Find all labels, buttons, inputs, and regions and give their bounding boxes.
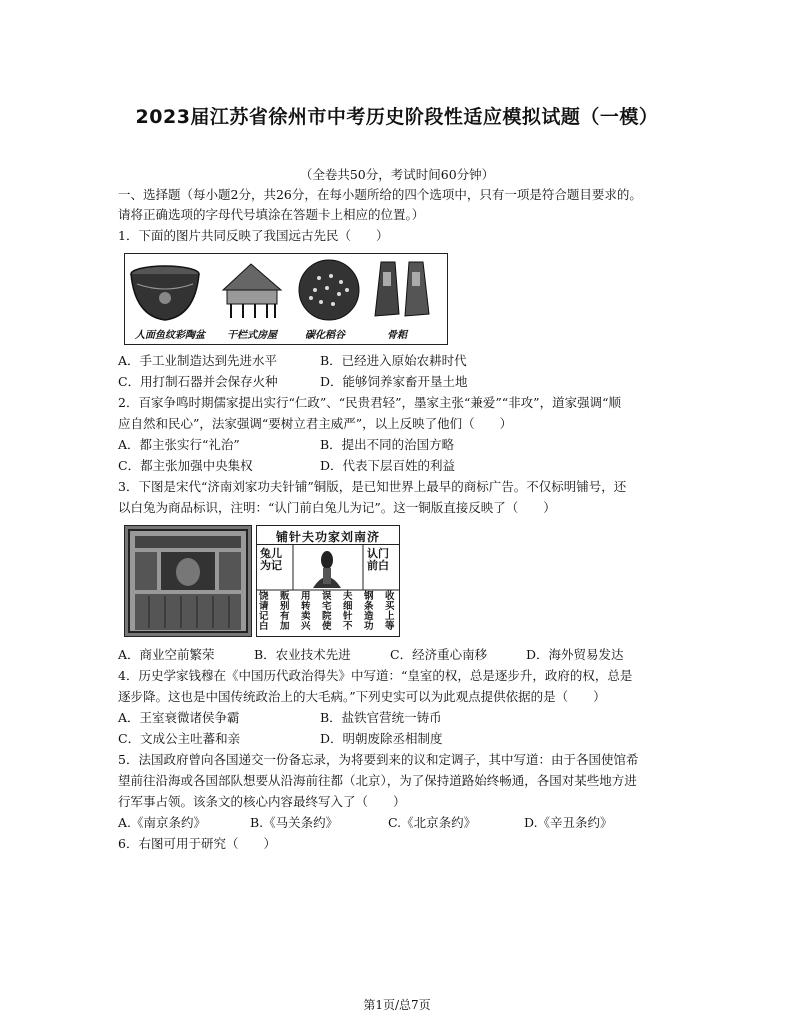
q3-stem-line2: 以白兔为商品标识，注明：“认门前白兔儿为记”。这一铜版直接反映了（ ）	[118, 500, 556, 515]
q2-option-b[interactable]: B．提出不同的治国方略	[320, 437, 455, 452]
bone-spade-image	[375, 262, 429, 316]
q4-stem-line2: 逐步降。这也是中国传统政治上的大毛病。”下列史实可以为此观点提供依据的是（ ）	[118, 689, 606, 704]
plate-col: 收买上等	[385, 591, 395, 632]
caption-pottery-basin: 人面鱼纹彩陶盆	[135, 330, 205, 341]
q3-option-c[interactable]: C．经济重心南移	[390, 647, 488, 662]
caption-bone-spade: 骨耜	[387, 330, 407, 341]
q5-option-a[interactable]: A.《南京条约》	[118, 815, 207, 830]
q1-figure	[124, 253, 448, 345]
copper-plate-rubbing	[124, 525, 252, 637]
stilt-house-image	[223, 264, 281, 318]
plate-col: 饶请记白	[259, 591, 269, 632]
plate-col: 夫细针不	[343, 591, 353, 632]
q3-stem-line1: 3．下图是宋代“济南刘家功夫针铺”铜版，是已知世界上最早的商标广告。不仅标明铺号，还	[118, 479, 627, 494]
page-number: 第1页/总7页	[363, 998, 431, 1012]
q4-stem-line1: 4．历史学家钱穆在《中国历代政治得失》中写道：“皇室的权，总是逐步升，政府的权，总是	[118, 668, 633, 683]
q1-option-a[interactable]: A．手工业制造达到先进水平	[118, 353, 278, 368]
section-instruction-line2: 请将正确选项的字母代号填涂在答题卡上相应的位置。）	[118, 207, 425, 222]
q3-option-d[interactable]: D．海外贸易发达	[526, 647, 624, 662]
section-instruction-line1: 一、选择题（每小题2分，共26分，在每小题所给的四个选项中，只有一项是符合题目要求的。	[118, 187, 642, 202]
q5-option-d[interactable]: D.《辛丑条约》	[524, 815, 613, 830]
q4-option-d[interactable]: D．明朝废除丞相制度	[320, 731, 443, 746]
copper-plate-transcription	[256, 525, 400, 637]
q1-option-c[interactable]: C．用打制石器并会保存火种	[118, 374, 278, 389]
rubbing-texture	[125, 526, 251, 636]
caption-stilt-house: 干栏式房屋	[227, 330, 277, 341]
q3-option-b[interactable]: B．农业技术先进	[254, 647, 351, 662]
q2-option-a[interactable]: A．都主张实行“礼治”	[118, 437, 240, 452]
plate-col: 误宅院使	[322, 591, 332, 632]
q5-stem-line1: 5．法国政府曾向各国递交一份备忘录，为将要到来的议和定调子，其中写道：由于各国使馆希	[118, 752, 639, 767]
exam-info: （全卷共50分，考试时间60分钟）	[299, 167, 495, 182]
q3-option-a[interactable]: A．商业空前繁荣	[118, 647, 215, 662]
q1-stem: 1．下面的图片共同反映了我国远古先民（ ）	[118, 228, 389, 243]
plate-col: 贩别有加	[280, 591, 290, 632]
caption-rice: 碳化稻谷	[305, 330, 345, 341]
q2-stem-line2: 应自然和民心”，法家强调“要树立君主威严”，以上反映了他们（ ）	[118, 416, 513, 431]
q4-option-b[interactable]: B．盐铁官营统一铸币	[320, 710, 442, 725]
q5-stem-line2: 望前往沿海或各国部队想要从沿海前往都（北京），为了保持道路始终畅通，各国对某些地方进	[118, 773, 637, 788]
q2-option-c[interactable]: C．都主张加强中央集权	[118, 458, 253, 473]
q2-option-d[interactable]: D．代表下层百姓的利益	[320, 458, 456, 473]
plate-col: 用转卖兴	[301, 591, 311, 632]
plate-col: 钢条造功	[364, 591, 374, 632]
pottery-basin-image	[131, 266, 199, 320]
q2-stem-line1: 2．百家争鸣时期儒家提出实行“仁政”、“民贵君轻”，墨家主张“兼爱”“非攻”，道家强调“顺	[118, 395, 621, 410]
plate-right-text: 认门前白	[367, 547, 389, 572]
plate-left-text: 兔儿为记	[260, 547, 282, 572]
q5-option-c[interactable]: C.《北京条约》	[388, 815, 477, 830]
q4-option-a[interactable]: A．王室衰微诸侯争霸	[118, 710, 240, 725]
carbonized-rice-image	[299, 260, 359, 320]
q1-option-b[interactable]: B．已经进入原始农耕时代	[320, 353, 467, 368]
q4-option-c[interactable]: C．文成公主吐蕃和亲	[118, 731, 241, 746]
q5-stem-line3: 行军事占领。该条文的核心内容最终写入了（ ）	[118, 794, 406, 809]
q5-option-b[interactable]: B.《马关条约》	[250, 815, 339, 830]
q6-stem: 6．右图可用于研究（ ）	[118, 836, 276, 851]
plate-bottom-columns	[259, 592, 397, 632]
page-title: 2023届江苏省徐州市中考历史阶段性适应模拟试题（一模）	[135, 106, 659, 128]
plate-header: 铺针夫功家刘南济	[275, 530, 380, 544]
q1-option-d[interactable]: D．能够饲养家畜开垦土地	[320, 374, 468, 389]
